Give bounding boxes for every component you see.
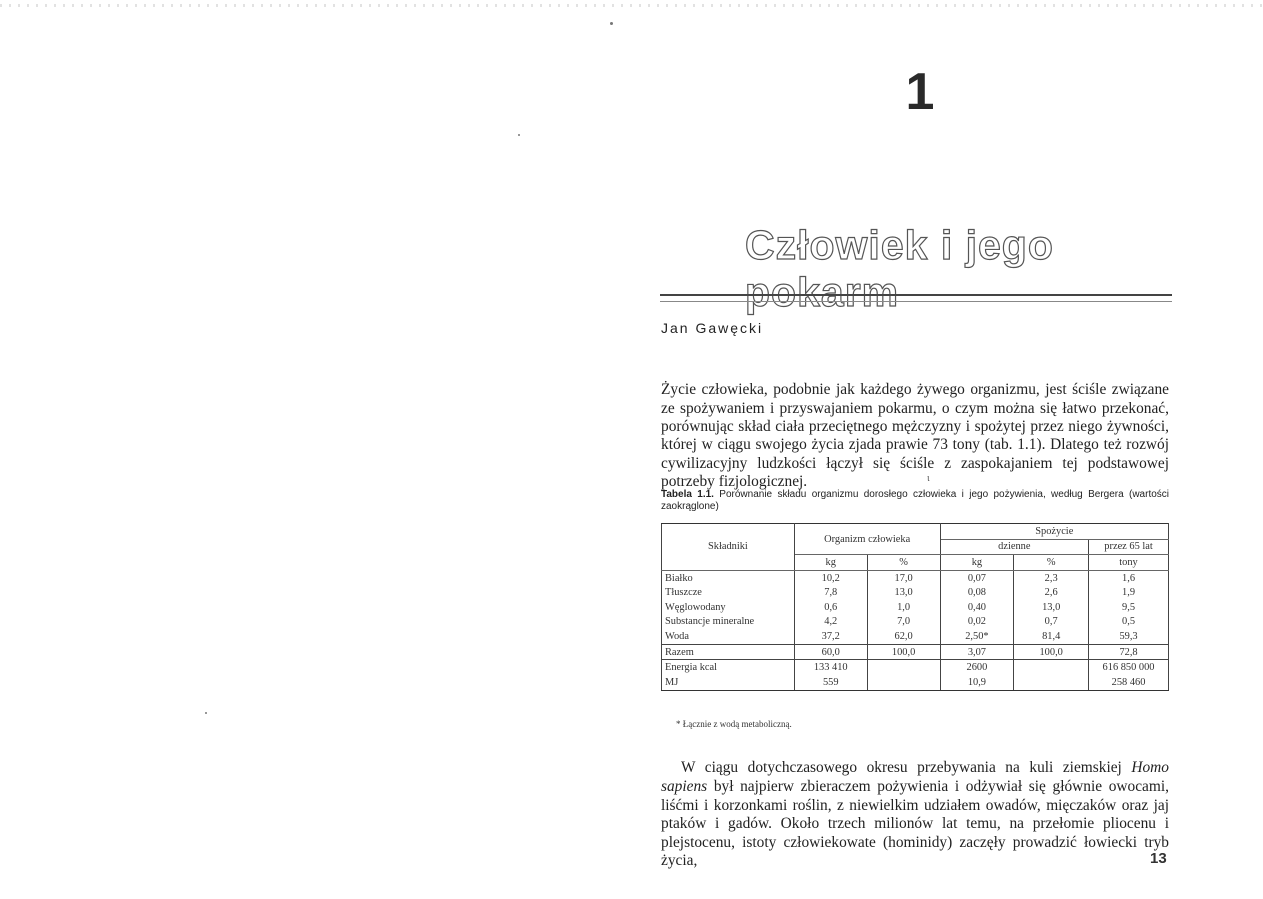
header-dzienne: dzienne — [940, 539, 1089, 555]
cell-org-pct: 13,0 — [867, 585, 940, 600]
table-row — [662, 600, 1169, 615]
stray-mark: ɩ — [927, 473, 930, 484]
cell-day-pct: 2,3 — [1014, 570, 1089, 585]
cell-day-kg: 3,07 — [940, 644, 1014, 660]
title-divider — [660, 294, 1172, 302]
row-label: Węglowodany — [662, 600, 795, 615]
header-organizm: Organizm człowieka — [794, 524, 940, 555]
cell-life-t: 72,8 — [1089, 644, 1169, 660]
cell-org-pct: 1,0 — [867, 600, 940, 615]
table-caption — [661, 489, 1169, 513]
table-caption-text: Porównanie składu organizmu dorosłego człowieka i jego pożywienia, według Bergera (wartości zaokrąglone) — [661, 489, 1170, 512]
cell-life-t: 258 460 — [1089, 675, 1169, 690]
row-label: Białko — [662, 570, 795, 585]
cell-org-kg: 7,8 — [794, 585, 867, 600]
table-row-mj — [662, 675, 1169, 690]
header-org-pct: % — [867, 555, 940, 571]
scan-speck — [610, 22, 613, 25]
row-label: Substancje mineralne — [662, 615, 795, 630]
cell-org-kg: 37,2 — [794, 629, 867, 644]
intro-paragraph: Życie człowieka, podobnie jak każdego żywego organizmu, jest ściśle związane ze spożywaniem i przyswajaniem pokarmu, o czym można się łatwo przekonać, porównując skład ciała przeciętnego mężczyzny i spożytej przez niego żywności, której w ciągu swojego życia zjada prawie 73 tony (tab. 1.1). Dlatego też rozwój cywilizacyjny ludzkości łączył się ściśle z zaspokajaniem tej podstawowej potrzeby fizjologicznej. — [661, 381, 1169, 490]
cell-day-pct: 0,7 — [1014, 615, 1089, 630]
row-label: MJ — [662, 675, 795, 690]
table-row — [662, 629, 1169, 644]
cell-org-pct: 100,0 — [867, 644, 940, 660]
table-row-total — [662, 644, 1169, 660]
cell-day-pct — [1014, 675, 1089, 690]
cell-org-pct — [867, 675, 940, 690]
cell-life-t: 616 850 000 — [1089, 660, 1169, 675]
cell-day-pct: 13,0 — [1014, 600, 1089, 615]
table-caption-label: Tabela 1.1. — [661, 489, 714, 500]
row-label: Tłuszcze — [662, 585, 795, 600]
cell-day-pct: 2,6 — [1014, 585, 1089, 600]
header-tony: tony — [1089, 555, 1169, 571]
cell-day-pct: 81,4 — [1014, 629, 1089, 644]
scan-edge-noise — [0, 4, 1263, 7]
second-paragraph-rest: był najpierw zbieraczem pożywienia i odżywiał się głównie owocami, liśćmi i korzonkami roślin, z niewielkim udziałem owadów, mięczaków oraz jaj ptaków i gadów. Około trzech milionów lat temu, na przełomie pliocenu i plejstocenu, istoty człowiekowate (hominidy) zaczęły prowadzić łowiecki tryb życia, — [661, 777, 1169, 870]
cell-org-pct — [867, 660, 940, 675]
header-przez-65-lat: przez 65 lat — [1089, 539, 1169, 555]
cell-day-pct: 100,0 — [1014, 644, 1089, 660]
cell-org-kg: 10,2 — [794, 570, 867, 585]
second-paragraph-italic: Homo sapiens — [661, 759, 1169, 795]
chapter-number: 1 — [905, 63, 935, 121]
cell-day-kg: 2,50* — [940, 629, 1014, 644]
header-spozycie: Spożycie — [940, 524, 1168, 540]
cell-day-kg: 0,40 — [940, 600, 1014, 615]
header-org-kg: kg — [794, 555, 867, 571]
chapter-title: Człowiek i jego pokarm — [745, 222, 1054, 315]
table-row — [662, 615, 1169, 630]
second-paragraph — [661, 759, 1169, 871]
cell-day-kg: 0,02 — [940, 615, 1014, 630]
cell-org-kg: 559 — [794, 675, 867, 690]
cell-life-t: 59,3 — [1089, 629, 1169, 644]
second-paragraph-start: W ciągu dotychczasowego okresu przebywania na kuli ziemskiej — [681, 759, 1132, 777]
cell-day-kg: 0,07 — [940, 570, 1014, 585]
cell-org-kg: 133 410 — [794, 660, 867, 675]
cell-day-kg: 0,08 — [940, 585, 1014, 600]
cell-org-pct: 17,0 — [867, 570, 940, 585]
table-footnote: * Łącznie z wodą metaboliczną. — [676, 719, 792, 729]
scan-speck — [205, 712, 207, 714]
page-number: 13 — [1150, 850, 1167, 867]
header-skladniki: Składniki — [662, 524, 795, 571]
header-day-pct: % — [1014, 555, 1089, 571]
author-name: Jan Gawęcki — [661, 320, 764, 336]
cell-org-kg: 60,0 — [794, 644, 867, 660]
cell-life-t: 9,5 — [1089, 600, 1169, 615]
table-row — [662, 570, 1169, 585]
cell-org-kg: 0,6 — [794, 600, 867, 615]
cell-life-t: 0,5 — [1089, 615, 1169, 630]
header-day-kg: kg — [940, 555, 1014, 571]
row-label: Woda — [662, 629, 795, 644]
cell-org-pct: 62,0 — [867, 629, 940, 644]
cell-day-kg: 2600 — [940, 660, 1014, 675]
row-label: Energia kcal — [662, 660, 795, 675]
row-label: Razem — [662, 644, 795, 660]
cell-day-kg: 10,9 — [940, 675, 1014, 690]
cell-org-kg: 4,2 — [794, 615, 867, 630]
cell-life-t: 1,9 — [1089, 585, 1169, 600]
table-row — [662, 585, 1169, 600]
cell-day-pct — [1014, 660, 1089, 675]
composition-table — [661, 523, 1169, 691]
cell-org-pct: 7,0 — [867, 615, 940, 630]
cell-life-t: 1,6 — [1089, 570, 1169, 585]
scan-speck — [518, 134, 520, 136]
table-row-energy — [662, 660, 1169, 675]
